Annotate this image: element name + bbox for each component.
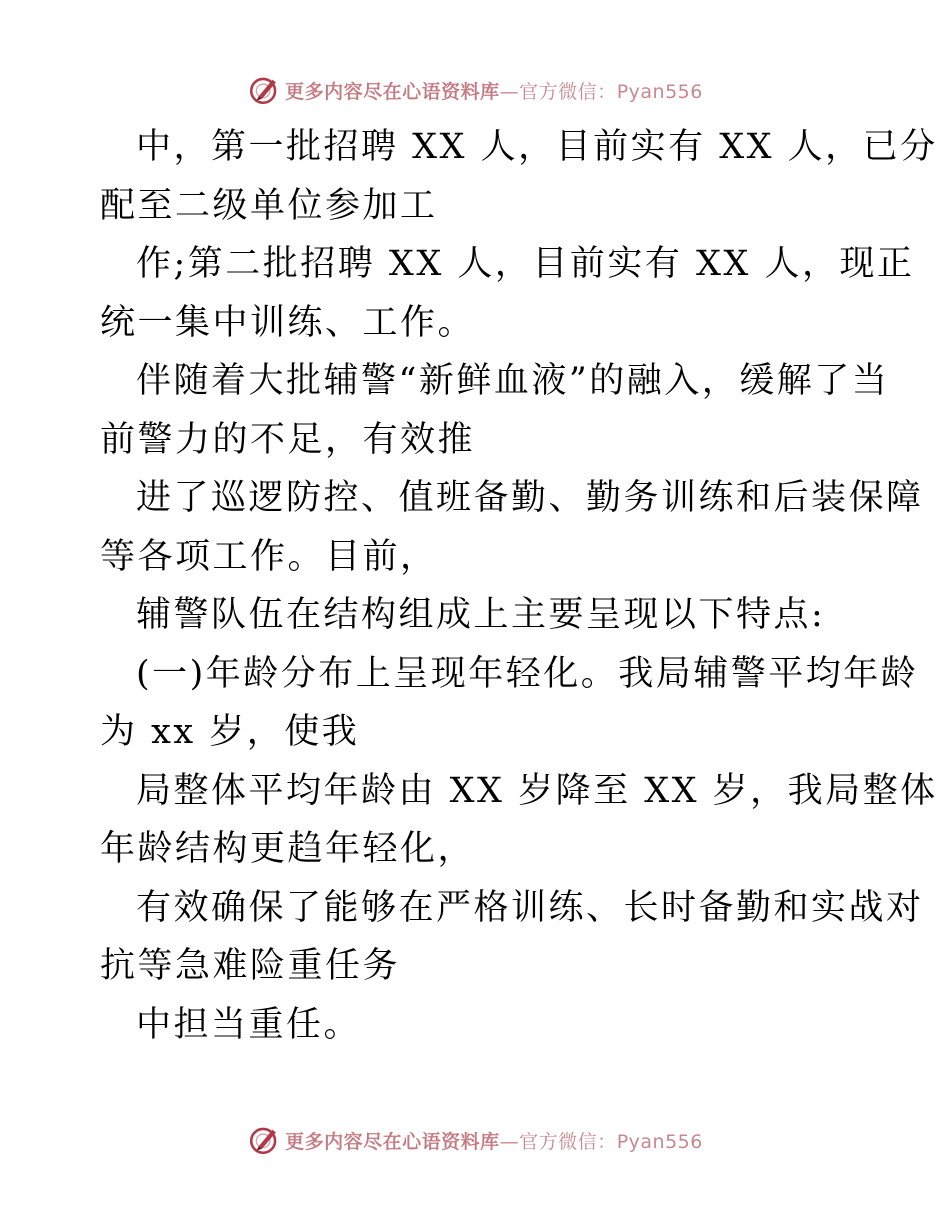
body-line: 作;第二批招聘 XX 人，目前实有 XX 人，现正 <box>136 244 915 284</box>
body-line: 配至二级单位参加工 <box>100 185 438 226</box>
footer-watermark-banner <box>0 1120 950 1160</box>
footer-watermark-text <box>285 1127 703 1154</box>
body-line: 局整体平均年龄由 XX 岁降至 XX 岁，我局整体 <box>136 770 938 811</box>
body-line: 进了巡逻防控、值班备勤、勤务训练和后装保障 <box>136 478 924 518</box>
pen-nib-logo-icon <box>247 73 281 107</box>
body-line: (一)年龄分布上呈现年轻化。我局辅警平均年龄 <box>136 653 919 694</box>
body-line: 中，第一批招聘 XX 人，目前实有 XX 人，已分 <box>136 127 938 167</box>
header-watermark-text <box>285 77 703 104</box>
footer-wechat-label: 官方微信： <box>519 1130 617 1153</box>
document-body <box>100 118 938 1054</box>
header-watermark-dash: — <box>499 80 520 103</box>
body-line: 等各项工作。目前， <box>100 536 438 577</box>
footer-wechat-id: Pyan556 <box>616 1130 703 1153</box>
body-line: 年龄结构更趋年轻化， <box>100 829 476 869</box>
header-wechat-label: 官方微信： <box>519 80 617 103</box>
header-wechat-id: Pyan556 <box>616 80 703 103</box>
body-line: 统一集中训练、工作。 <box>100 302 476 343</box>
footer-watermark-dash: — <box>499 1130 520 1153</box>
pen-nib-logo-icon <box>247 1123 281 1157</box>
body-line: 抗等急难险重任务 <box>100 946 401 986</box>
header-watermark-banner <box>0 70 950 110</box>
body-line: 有效确保了能够在严格训练、长时备勤和实战对 <box>136 887 924 928</box>
header-watermark-title: 更多内容尽在心语资料库 <box>285 80 500 103</box>
body-line: 中担当重任。 <box>136 1004 362 1045</box>
body-line: 辅警队伍在结构组成上主要呈现以下特点: <box>136 595 826 635</box>
body-line: 前警力的不足，有效推 <box>100 419 476 460</box>
body-line: 为 xx 岁，使我 <box>100 712 360 752</box>
footer-watermark-title: 更多内容尽在心语资料库 <box>285 1130 500 1153</box>
body-line: 伴随着大批辅警“新鲜血液”的融入，缓解了当 <box>136 361 890 401</box>
